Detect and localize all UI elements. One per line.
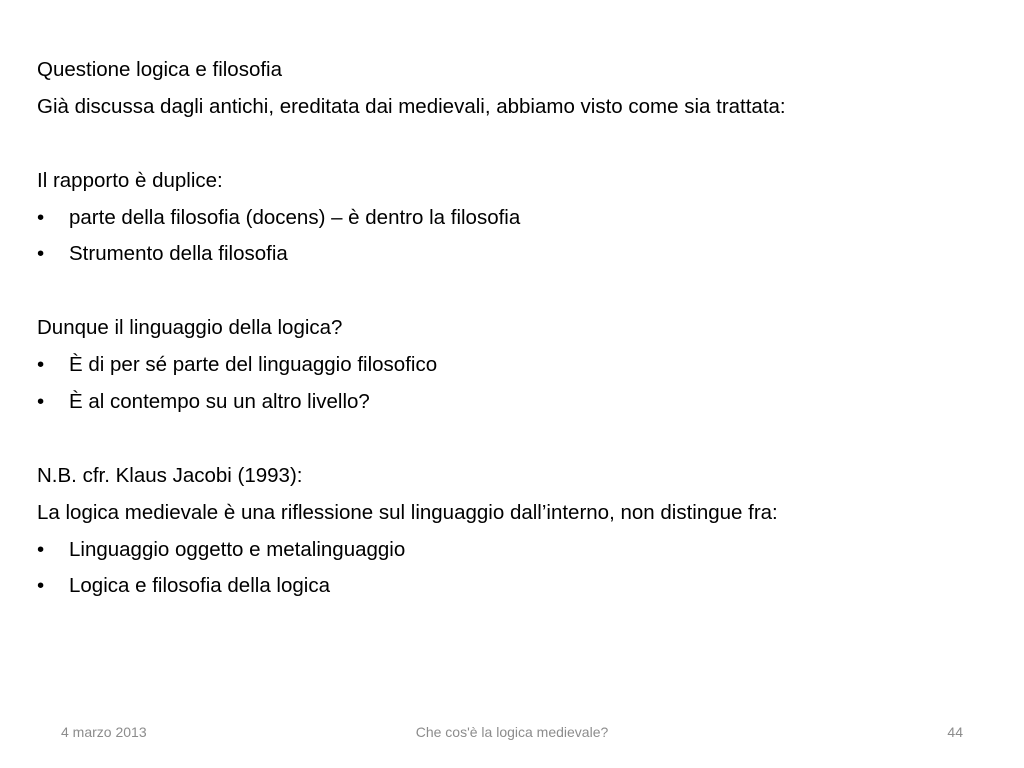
footer-title: Che cos'è la logica medievale? (415, 724, 609, 740)
bullet-text: È al contempo su un altro livello? (69, 390, 370, 414)
bullet-item (37, 384, 997, 421)
section-subheading: La logica medievale è una riflessione sul linguaggio dall’interno, non distingue fra: (37, 500, 778, 524)
section-heading-rapporto: Il rapporto è duplice: (37, 168, 223, 192)
bullet-text: Strumento della filosofia (69, 242, 288, 266)
bullet-text: È di per sé parte del linguaggio filosofico (69, 353, 438, 377)
footer-date: 4 marzo 2013 (61, 724, 147, 740)
slide-intro-text: Già discussa dagli antichi, ereditata dai medievali, abbiamo visto come sia trattata: (37, 94, 786, 118)
bullet-item (37, 200, 997, 237)
slide-body (37, 52, 997, 605)
bullet-icon: • (37, 537, 45, 561)
section-heading-jacobi: N.B. cfr. Klaus Jacobi (1993): (37, 463, 303, 487)
footer-page-number: 44 (947, 724, 963, 740)
bullet-text: parte della filosofia (docens) – è dentro la filosofia (69, 205, 521, 229)
bullet-text: Logica e filosofia della logica (69, 574, 330, 598)
bullet-icon: • (37, 390, 45, 414)
bullet-icon: • (37, 353, 45, 377)
bullet-icon: • (37, 242, 45, 266)
bullet-item (37, 236, 997, 273)
bullet-item (37, 347, 997, 384)
bullet-text: Linguaggio oggetto e metalinguaggio (69, 537, 406, 561)
spacer (37, 273, 997, 310)
bullet-item (37, 568, 997, 605)
spacer (37, 421, 997, 458)
bullet-icon: • (37, 574, 45, 598)
bullet-item (37, 532, 997, 569)
section-heading-linguaggio: Dunque il linguaggio della logica? (37, 316, 343, 340)
bullet-icon: • (37, 205, 45, 229)
spacer (37, 126, 997, 163)
slide-title: Questione logica e filosofia (37, 58, 283, 81)
